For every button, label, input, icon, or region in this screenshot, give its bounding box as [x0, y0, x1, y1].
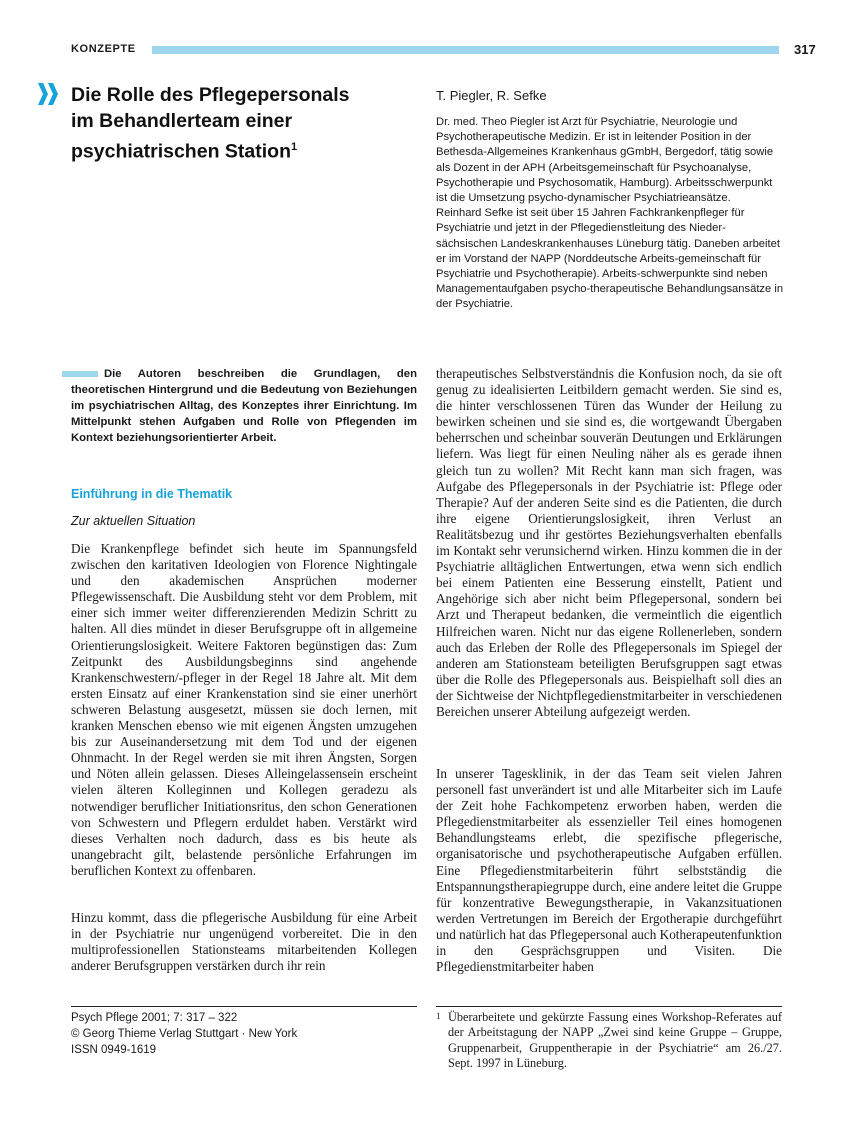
- footnote-marker: 1: [436, 1011, 441, 1021]
- footnote: [436, 1010, 782, 1072]
- footnote-rule: [436, 1006, 782, 1007]
- citation-rule: [71, 1006, 417, 1007]
- author-bio: Dr. med. Theo Piegler ist Arzt für Psychiatrie, Neurologie und Psychotherapeutische Medizin. Er ist in leitender Position in der Bethesda-Allgemeines Krankenhaus gGmbH, Bergedorf, tätig sowie als Dozent in der APH (Arbeitsgemeinschaft für Psychoanalyse, Psychotherapie und Psychosomatik, Hamburg). Arbeitsschwerpunkt ist die Umsetzung psycho-dynamischer Psychiatrieansätze.: [436, 116, 774, 205]
- title-line: psychiatrischen Station$^1$: [71, 140, 298, 163]
- section-label: KONZEPTE: [71, 43, 136, 55]
- title-line: im Behandlerteam einer: [71, 110, 293, 132]
- citation-line: ISSN 0949-1619: [71, 1044, 157, 1056]
- journal-citation: [71, 1010, 297, 1058]
- abstract: Die Autoren beschreiben die Grundlagen, den theoretischen Hintergrund und die Bedeutung von Beziehungen im psychiatrischen Alltag, des Konzeptes ihrer Einrichtung. Im Mittelpunkt stehen Aufgaben und Rolle von Pflegenden im Kontext beziehungsorientierter Arbeit.: [71, 368, 417, 444]
- section-heading: Einführung in die Thematik: [71, 487, 233, 501]
- citation-line: Psych Pflege 2001; 7: 317 – 322: [71, 1012, 238, 1024]
- body-paragraph: In unserer Tagesklinik, in der das Team seit vielen Jahren personell fast unverändert ist und alle Mitarbeiter sich im Laufe der Zeit hohe Fachkompetenz erworben haben, werden die Pflegedienstmitarbeiter als essenzieller Teil eines homogenen Behandlungsteams erlebt, die spezifische pflegerische, organisatorische und psychotherapeutische Aufgaben erfüllen. Eine Pflegedienstmitarbeiterin führt selbstständig die Entspannungstherapiegruppe durch, eine andere leitet die Gruppe für konzentrative Bewegungstherapie, in Vakanzsituationen werden Vertretungen im Bereich der Ergotherapie durchgeführt und natürlich hat das Pflegepersonal auch Kotherapeutenfunktion in den Gesprächsgruppen und Visiten. Die Pflegedienstmitarbeiter haben: [436, 766, 782, 975]
- title-footnote-marker: 1: [290, 141, 298, 153]
- body-paragraph: Die Krankenpflege befindet sich heute im Spannungsfeld zwischen den karitativen Ideologien von Florence Nightingale und den akademischen Ansprüchen moderner Pflegewissenschaft. Die Ausbildung steht vor dem Problem, mit einer sich immer weiter differenzierenden Medizin Schritt zu halten. All dies mündet in dieser Berufsgruppe oft in allgemeine Orientierungslosigkeit. Weitere Faktoren begünstigen das: Zum Zeitpunkt des Ausbildungsbeginns sind angehende Krankenschwestern/-pfleger in der Regel 18 Jahre alt. Mit dem ersten Einsatz auf einer Krankenstation sind sie einer unerhört schweren Belastung ausgesetzt, müssen sie doch lernen, mit kranken Menschen ebenso wie mit eigenen Ängsten umzugehen bis zur Auseinandersetzung mit dem Tod und der eigenen Ohnmacht. In der Regel werden sie mit ihren Ängsten, Sorgen und Nöten allein gelassen. Dieses Alleingelassensein erscheint vielen älteren Kolleginnen und Kollegen geradezu als notwendiger beruflicher Initiationsritus, den schon Generationen von Schwestern und Pflegern erduldet haben. Verstärkt wird dieses Verhalten noch dadurch, dass es bis heute als unangebracht gilt, belastende persönliche Erfahrungen im beruflichen Kontext zu offenbaren.: [71, 541, 417, 878]
- author-bio: Reinhard Sefke ist seit über 15 Jahren Fachkrankenpfleger für Psychiatrie und jetzt in der Pflegedienstleitung des Nieder-sächsischen Landeskrankenhauses Lüneburg tätig. Daneben arbeitet er im Vorstand der NAPP (Norddeutsche Arbeits-gemeinschaft für Psychiatrie und Psychotherapie). Arbeits-schwerpunkte sind neben Managementaufgaben psycho-therapeutische Behandlungsansätze in der Psychiatrie.: [436, 207, 784, 311]
- title-line: Die Rolle des Pflegepersonals: [71, 84, 350, 106]
- citation-line: © Georg Thieme Verlag Stuttgart · New York: [71, 1028, 298, 1040]
- authors: T. Piegler, R. Sefke: [436, 88, 547, 103]
- page-number: 317: [794, 42, 816, 57]
- header-rule: [152, 46, 779, 54]
- article-title: [71, 82, 391, 165]
- author-bios: [436, 115, 786, 313]
- double-chevron-icon: [38, 83, 60, 105]
- body-paragraph: Hinzu kommt, dass die pflegerische Ausbildung für eine Arbeit in der Psychiatrie nur ungenügend vorbereitet. Die in den multiprofessionellen Stationsteams mitarbeitenden Kollegen anderer Berufsgruppen verstärken durch ihr rein: [71, 910, 417, 974]
- footnote-text: Überarbeitete und gekürzte Fassung eines Workshop-Referates auf der Arbeitstagung der NAPP „Zwei sind keine Gruppe – Gruppe, Gruppenarbeit, Gruppentherapie in der Psychiatrie“ am 26./27. Sept. 1997 in Lüneburg.: [448, 1010, 782, 1071]
- sub-heading: Zur aktuellen Situation: [71, 514, 196, 528]
- body-paragraph: therapeutisches Selbstverständnis die Konfusion noch, da sie oft genug zu idealisierten Leitbildern gemacht werden. Sie sind es, die hinter verschlossenen Türen das Wunder der Heilung zu bewirken scheinen und sie sind es, die wortgewandt Übergaben beherrschen und scheinbar souverän Deutungen und Erklärungen liefern. Was liegt für einen Neuling näher als es gerade ihnen gleich tun zu wollen? Mit Recht kann man sich fragen, was Aufgabe des Pflegepersonals in der Psychiatrie ist: Pflege oder Therapie? Auf der anderen Seite sind es die Patienten, die durch ihre eigene Orientierungslosigkeit, ihren Verlust an Realitätsbezug und ihr gestörtes Beziehungsverhalten ebenfalls im Kontakt sehr verunsichernd wirken. Hinzu kommen die in der Psychiatrie alltäglichen Entwertungen, etwa wenn sich endlich bei einem Patienten eine Besserung einstellt, Patient und Angehörige sich aber nicht beim Pflegepersonal, sondern bei Arzt und Therapeut bedanken, die vermeintlich die eigentlich Hilfreichen waren. Nicht nur das eigene Rollenerleben, sondern auch das Erleben der Rolle des Pflegepersonals im Spiegel der anderen am Stationsteam beteiligten Berufsgruppen sagt etwas über die Rolle des Pflegepersonals aus. Beispielhaft soll dies an der Sichtweise der Nichtpflegedienstmitarbeiter in verschiedenen Bereichen unserer Abteilung aufgezeigt werden.: [436, 366, 782, 719]
